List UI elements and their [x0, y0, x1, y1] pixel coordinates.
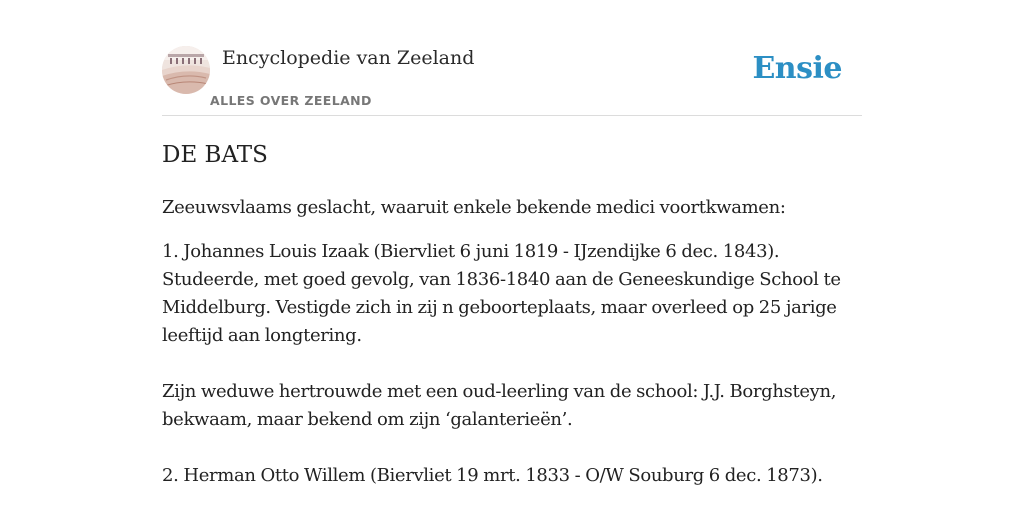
brand-logo[interactable]: Ensie	[752, 51, 842, 86]
page-title: DE BATS	[162, 142, 268, 168]
site-avatar[interactable]	[162, 46, 210, 94]
site-title[interactable]: Encyclopedie van Zeeland	[222, 47, 475, 69]
article-paragraph: Zijn weduwe hertrouwde met een oud-leerling van de school: J.J. Borghsteyn, bekwaam, maar bekend om zijn ‘galanterieën’.	[162, 381, 837, 430]
article	[162, 138, 862, 508]
article-paragraph: 2. Herman Otto Willem (Biervliet 19 mrt. 1833 - O/W Souburg 6 dec. 1873).	[162, 465, 823, 486]
site-header	[162, 0, 862, 116]
article-paragraph: 1. Johannes Louis Izaak (Biervliet 6 juni 1819 - IJzendijke 6 dec. 1843). Studeerde, met goed gevolg, van 1836-1840 aan de Geneeskundige School te Middelburg. Vestigde zich in zij n geboorteplaats, maar overleed op 25 jarige leeftijd aan longtering.	[162, 241, 841, 346]
book-thumbnail-icon	[162, 46, 210, 94]
site-subtitle: ALLES OVER ZEELAND	[210, 93, 372, 108]
article-paragraph: Zeeuwsvlaams geslacht, waaruit enkele bekende medici voortkwamen:	[162, 197, 786, 218]
